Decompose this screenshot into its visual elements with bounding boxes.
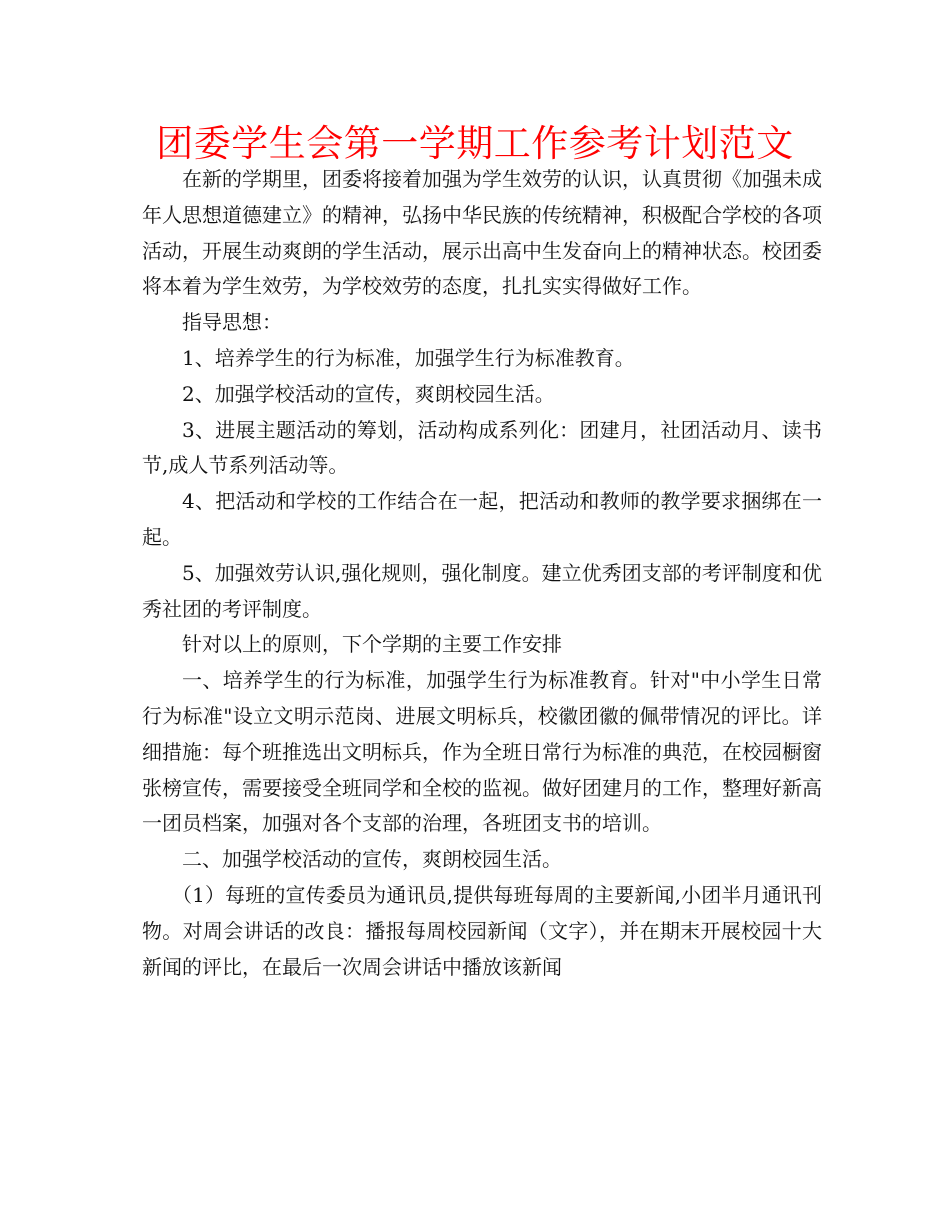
paragraph-section-2: 二、加强学校活动的宣传，爽朗校园生活。: [182, 847, 562, 872]
paragraph-point-2: 2、加强学校活动的宣传，爽朗校园生活。: [182, 381, 555, 406]
paragraph-point-4: 4、把活动和学校的工作结合在一起，把活动和教师的教学要求捆绑在一起。: [142, 489, 822, 549]
document-title: 团委学生会第一学期工作参考计划范文: [156, 122, 794, 165]
paragraph-plan-heading: 针对以上的原则，下个学期的主要工作安排: [182, 632, 562, 657]
paragraph-guiding-heading: 指导思想：: [182, 310, 282, 335]
document-body: [142, 162, 822, 985]
paragraph-point-3: 3、进展主题活动的筹划，活动构成系列化：团建月，社团活动月、读书节,成人节系列活动等。: [142, 417, 822, 478]
paragraph-intro: 在新的学期里，团委将接着加强为学生效劳的认识，认真贯彻《加强未成年人思想道德建立》的精神，弘扬中华民族的传统精神，积极配合学校的各项活动，开展生动爽朗的学生活动，展示出高中生发奋向上的精神状态。校团委将本着为学生效劳，为学校效劳的态度，扎扎实实得做好工作。: [142, 167, 822, 299]
paragraph-point-5: 5、加强效劳认识,强化规则，强化制度。建立优秀团支部的考评制度和优秀社团的考评制度。: [142, 560, 822, 621]
paragraph-point-1: 1、培养学生的行为标准，加强学生行为标准教育。: [182, 345, 635, 370]
paragraph-section-1: 一、培养学生的行为标准，加强学生行为标准教育。针对"中小学生日常行为标准"设立文明示范岗、进展文明标兵，校徽团徽的佩带情况的评比。详细措施：每个班推选出文明标兵，作为全班日常行为标准的典范，在校园橱窗张榜宣传，需要接受全班同学和全校的监视。做好团建月的工作，整理好新高一团员档案，加强对各个支部的治理，各班团支书的培训。: [142, 668, 822, 836]
paragraph-section-2-item-1: （1）每班的宣传委员为通讯员,提供每班每周的主要新闻,小团半月通讯刊物。对周会讲话的改良：播报每周校园新闻（文字），并在期末开展校园十大新闻的评比，在最后一次周会讲话中播放该新闻: [142, 882, 822, 979]
